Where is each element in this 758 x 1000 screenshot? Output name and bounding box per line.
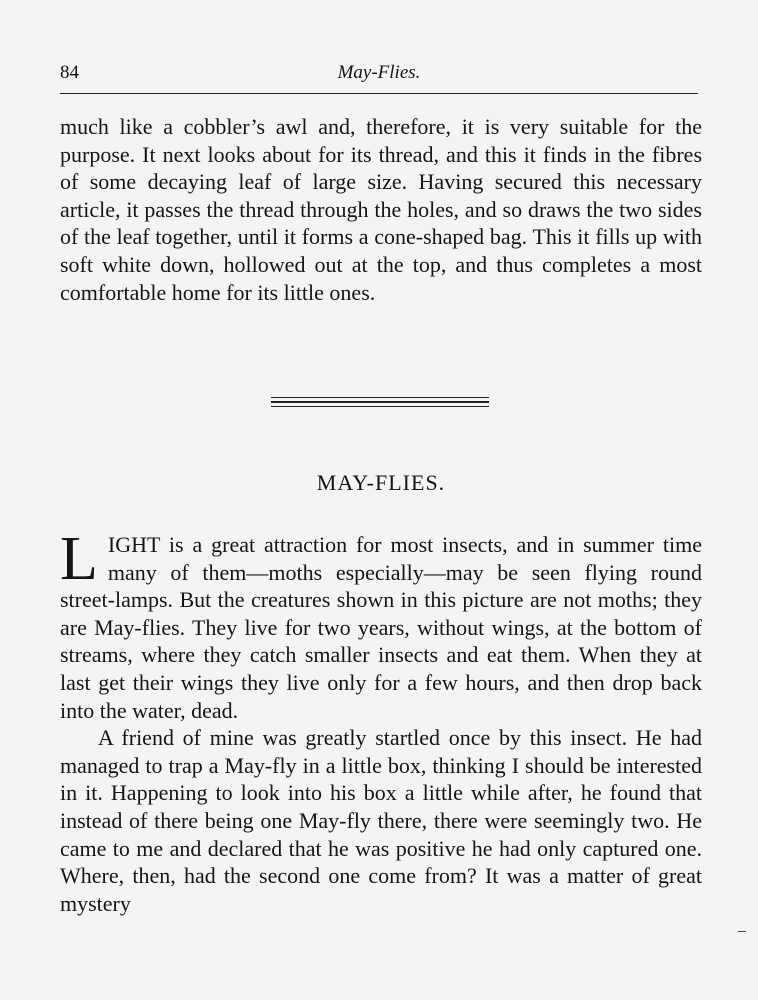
opening-paragraph [60, 525, 702, 724]
section-body [60, 525, 702, 917]
running-head [60, 58, 698, 88]
second-paragraph: A friend of mine was greatly startled once by this insect. He had managed to trap a May-fly in a little box, thinking I should be interested in it. Happening to look into his box a little while after, he found that instead of there being one May-fly there, there were seemingly two. He came to me and declared that he was positive he had only captured one. Where, then, had the second one come from? It was a matter of great mystery [60, 725, 702, 916]
paragraph-text: much like a cobbler’s awl and, therefore, it is very suitable for the purpose. It next looks about for its thread, and this it finds in the fibres of some decaying leaf of large size. Having secured this necessary article, it passes the thread through the holes, and so draws the two sides of the leaf together, until it forms a cone-shaped bag. This it fills up with soft white down, hollowed out at the top, and thus completes a most comfortable home for its little ones. [60, 114, 702, 305]
opening-paragraph-text: IGHT is a great attraction for most insects, and in summer time many of them—moths especially—may be seen flying round street-lamps. But the creatures shown in this picture are not moths; they are May-flies. They live for two years, without wings, at the bottom of streams, where they catch smaller insects and eat them. When they at last get their wings they live only for a few hours, and then drop back into the water, dead. [60, 532, 702, 723]
section-title: MAY-FLIES. [316, 470, 446, 495]
continued-paragraph [60, 113, 702, 306]
page-number: 84 [60, 62, 79, 83]
header-rule [60, 93, 698, 94]
running-title: May-Flies. [337, 62, 421, 83]
margin-mark [738, 931, 746, 932]
section-divider-ornament [271, 397, 489, 406]
drop-cap: L [60, 525, 98, 593]
